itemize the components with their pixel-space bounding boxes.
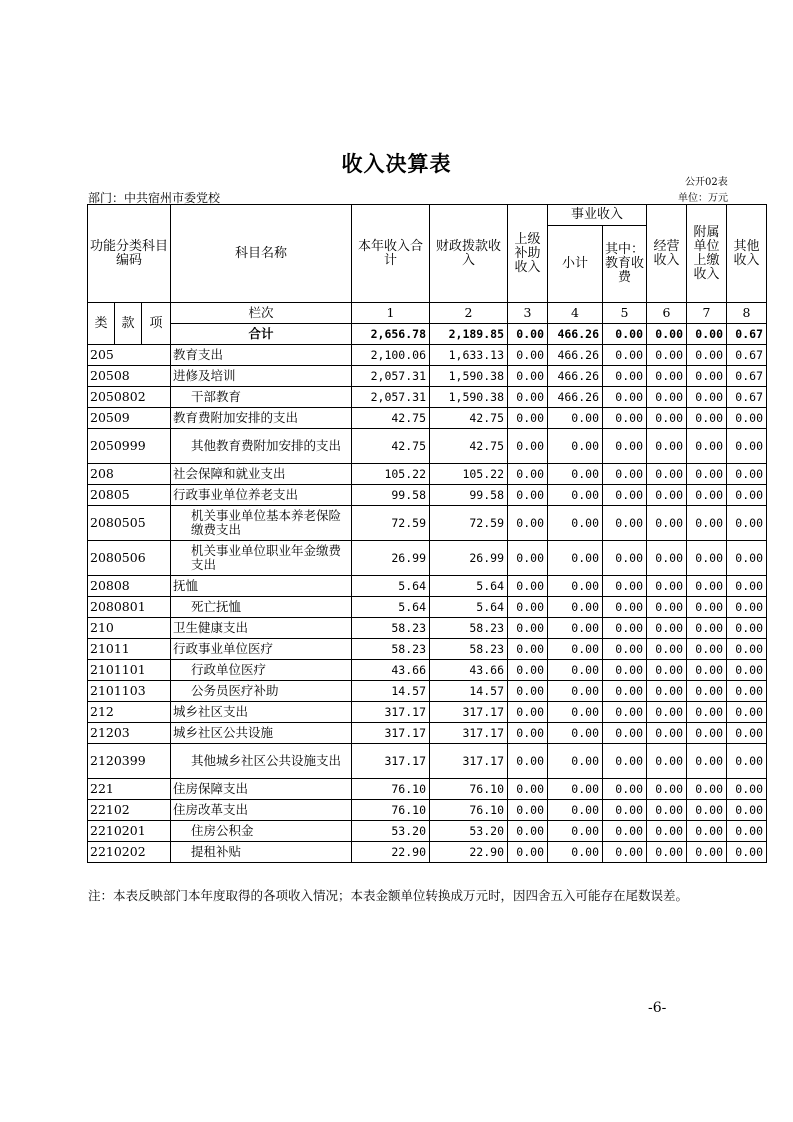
row-value-col3: 0.00 (508, 576, 548, 597)
row-value-col2: 72.59 (430, 506, 508, 541)
row-value-col5: 0.00 (603, 821, 647, 842)
row-value-col6: 0.00 (647, 408, 687, 429)
row-value-col5: 0.00 (603, 541, 647, 576)
header-lanci: 栏次 (171, 303, 352, 324)
row-subject-name: 行政事业单位医疗 (171, 639, 352, 660)
header-shiye: 事业收入 (548, 205, 647, 226)
row-value-col6: 0.00 (647, 681, 687, 702)
row-value-col5: 0.00 (603, 345, 647, 366)
row-value-col1: 2,100.06 (352, 345, 430, 366)
header-lei: 类 (88, 303, 115, 345)
row-value-col1: 317.17 (352, 744, 430, 779)
row-code: 2050802 (88, 387, 171, 408)
row-value-col2: 317.17 (430, 702, 508, 723)
row-value-col4: 0.00 (548, 723, 603, 744)
row-value-col1: 58.23 (352, 618, 430, 639)
row-value-col1: 14.57 (352, 681, 430, 702)
row-value-col4: 0.00 (548, 576, 603, 597)
row-value-col5: 0.00 (603, 723, 647, 744)
col-number-7: 7 (687, 303, 727, 324)
row-value-col8: 0.00 (727, 485, 767, 506)
row-subject-name: 教育支出 (171, 345, 352, 366)
total-value: 466.26 (548, 324, 603, 345)
row-value-col2: 99.58 (430, 485, 508, 506)
row-value-col6: 0.00 (647, 366, 687, 387)
row-value-col5: 0.00 (603, 576, 647, 597)
row-value-col6: 0.00 (647, 660, 687, 681)
col-number-5: 5 (603, 303, 647, 324)
row-value-col5: 0.00 (603, 842, 647, 863)
row-value-col5: 0.00 (603, 597, 647, 618)
row-value-col1: 5.64 (352, 597, 430, 618)
table-row (88, 485, 767, 506)
row-value-col2: 43.66 (430, 660, 508, 681)
row-subject-name: 社会保障和就业支出 (171, 464, 352, 485)
total-value: 0.00 (647, 324, 687, 345)
row-value-col5: 0.00 (603, 681, 647, 702)
total-label: 合计 (171, 324, 352, 345)
row-subject-name: 机关事业单位基本养老保险缴费支出 (171, 506, 352, 541)
row-value-col6: 0.00 (647, 576, 687, 597)
col-number-8: 8 (727, 303, 767, 324)
table-row (88, 387, 767, 408)
table-row (88, 660, 767, 681)
row-subject-name: 其他教育费附加安排的支出 (171, 429, 352, 464)
page-title: 收入决算表 (341, 151, 452, 176)
row-value-col1: 105.22 (352, 464, 430, 485)
row-code: 21011 (88, 639, 171, 660)
row-value-col7: 0.00 (687, 639, 727, 660)
row-code: 20509 (88, 408, 171, 429)
row-value-col5: 0.00 (603, 618, 647, 639)
row-value-col6: 0.00 (647, 779, 687, 800)
table-row (88, 408, 767, 429)
row-value-col5: 0.00 (603, 744, 647, 779)
row-value-col8: 0.00 (727, 702, 767, 723)
row-value-col7: 0.00 (687, 744, 727, 779)
row-value-col1: 76.10 (352, 779, 430, 800)
row-value-col3: 0.00 (508, 597, 548, 618)
row-code: 2080506 (88, 541, 171, 576)
total-value: 2,656.78 (352, 324, 430, 345)
row-value-col5: 0.00 (603, 702, 647, 723)
row-value-col8: 0.00 (727, 506, 767, 541)
row-value-col1: 99.58 (352, 485, 430, 506)
row-value-col7: 0.00 (687, 408, 727, 429)
row-value-col1: 43.66 (352, 660, 430, 681)
row-value-col6: 0.00 (647, 800, 687, 821)
table-row (88, 681, 767, 702)
row-code: 221 (88, 779, 171, 800)
row-subject-name: 住房保障支出 (171, 779, 352, 800)
row-value-col3: 0.00 (508, 408, 548, 429)
row-value-col3: 0.00 (508, 842, 548, 863)
col-number-4: 4 (548, 303, 603, 324)
row-value-col2: 5.64 (430, 576, 508, 597)
row-value-col3: 0.00 (508, 681, 548, 702)
row-value-col3: 0.00 (508, 702, 548, 723)
row-value-col3: 0.00 (508, 779, 548, 800)
row-subject-name: 机关事业单位职业年金缴费支出 (171, 541, 352, 576)
row-subject-name: 行政事业单位养老支出 (171, 485, 352, 506)
row-code: 210 (88, 618, 171, 639)
row-value-col3: 0.00 (508, 506, 548, 541)
row-code: 2101103 (88, 681, 171, 702)
row-value-col1: 2,057.31 (352, 387, 430, 408)
row-value-col4: 0.00 (548, 541, 603, 576)
table-row (88, 345, 767, 366)
row-value-col6: 0.00 (647, 387, 687, 408)
row-value-col8: 0.00 (727, 541, 767, 576)
table-row (88, 366, 767, 387)
row-value-col2: 1,633.13 (430, 345, 508, 366)
row-value-col7: 0.00 (687, 464, 727, 485)
row-code: 20805 (88, 485, 171, 506)
header-func-code: 功能分类科目编码 (88, 205, 171, 303)
row-value-col6: 0.00 (647, 485, 687, 506)
row-value-col6: 0.00 (647, 842, 687, 863)
row-value-col8: 0.00 (727, 576, 767, 597)
row-value-col3: 0.00 (508, 800, 548, 821)
row-value-col2: 1,590.38 (430, 366, 508, 387)
row-value-col4: 0.00 (548, 681, 603, 702)
row-value-col3: 0.00 (508, 345, 548, 366)
row-subject-name: 卫生健康支出 (171, 618, 352, 639)
table-row (88, 541, 767, 576)
row-value-col4: 0.00 (548, 618, 603, 639)
row-value-col1: 317.17 (352, 723, 430, 744)
header-xiang: 项 (142, 303, 171, 345)
row-value-col8: 0.00 (727, 744, 767, 779)
row-value-col5: 0.00 (603, 387, 647, 408)
row-value-col7: 0.00 (687, 842, 727, 863)
row-code: 2101101 (88, 660, 171, 681)
row-code: 21203 (88, 723, 171, 744)
row-value-col6: 0.00 (647, 639, 687, 660)
row-value-col1: 2,057.31 (352, 366, 430, 387)
row-value-col1: 76.10 (352, 800, 430, 821)
row-value-col3: 0.00 (508, 618, 548, 639)
row-subject-name: 城乡社区支出 (171, 702, 352, 723)
total-value: 0.00 (687, 324, 727, 345)
row-subject-name: 公务员医疗补助 (171, 681, 352, 702)
row-value-col7: 0.00 (687, 506, 727, 541)
total-value: 2,189.85 (430, 324, 508, 345)
row-value-col2: 42.75 (430, 408, 508, 429)
row-value-col4: 0.00 (548, 429, 603, 464)
row-value-col7: 0.00 (687, 660, 727, 681)
row-subject-name: 干部教育 (171, 387, 352, 408)
row-value-col7: 0.00 (687, 618, 727, 639)
row-value-col6: 0.00 (647, 723, 687, 744)
header-col6: 经营收入 (647, 205, 687, 303)
row-value-col2: 58.23 (430, 618, 508, 639)
header-kuan: 款 (115, 303, 142, 345)
row-value-col6: 0.00 (647, 541, 687, 576)
col-number-3: 3 (508, 303, 548, 324)
row-value-col2: 14.57 (430, 681, 508, 702)
row-value-col1: 26.99 (352, 541, 430, 576)
row-code: 2210202 (88, 842, 171, 863)
row-value-col4: 466.26 (548, 387, 603, 408)
table-row (88, 639, 767, 660)
row-value-col3: 0.00 (508, 639, 548, 660)
row-value-col8: 0.00 (727, 597, 767, 618)
row-value-col6: 0.00 (647, 702, 687, 723)
table-row (88, 842, 767, 863)
row-value-col3: 0.00 (508, 821, 548, 842)
row-value-col2: 317.17 (430, 723, 508, 744)
row-value-col4: 0.00 (548, 639, 603, 660)
row-code: 2080505 (88, 506, 171, 541)
row-value-col2: 58.23 (430, 639, 508, 660)
row-value-col4: 466.26 (548, 345, 603, 366)
row-value-col1: 42.75 (352, 408, 430, 429)
row-value-col8: 0.00 (727, 681, 767, 702)
table-row (88, 702, 767, 723)
row-subject-name: 城乡社区公共设施 (171, 723, 352, 744)
row-value-col2: 5.64 (430, 597, 508, 618)
row-value-col4: 0.00 (548, 408, 603, 429)
row-value-col4: 0.00 (548, 821, 603, 842)
row-code: 2050999 (88, 429, 171, 464)
row-value-col6: 0.00 (647, 506, 687, 541)
row-subject-name: 住房公积金 (171, 821, 352, 842)
row-value-col1: 5.64 (352, 576, 430, 597)
row-value-col6: 0.00 (647, 345, 687, 366)
row-value-col7: 0.00 (687, 800, 727, 821)
row-value-col5: 0.00 (603, 464, 647, 485)
row-value-col5: 0.00 (603, 506, 647, 541)
table-row (88, 821, 767, 842)
row-value-col8: 0.00 (727, 779, 767, 800)
header-col1: 本年收入合计 (352, 205, 430, 303)
row-value-col1: 58.23 (352, 639, 430, 660)
row-value-col2: 22.90 (430, 842, 508, 863)
row-value-col8: 0.00 (727, 464, 767, 485)
row-value-col5: 0.00 (603, 366, 647, 387)
table-row (88, 429, 767, 464)
row-value-col3: 0.00 (508, 429, 548, 464)
row-value-col4: 0.00 (548, 702, 603, 723)
row-value-col7: 0.00 (687, 681, 727, 702)
row-code: 22102 (88, 800, 171, 821)
row-value-col1: 53.20 (352, 821, 430, 842)
header-col2: 财政拨款收入 (430, 205, 508, 303)
row-value-col1: 72.59 (352, 506, 430, 541)
total-value: 0.00 (603, 324, 647, 345)
table-row (88, 779, 767, 800)
row-value-col8: 0.00 (727, 723, 767, 744)
row-subject-name: 进修及培训 (171, 366, 352, 387)
row-value-col7: 0.00 (687, 702, 727, 723)
row-value-col4: 0.00 (548, 744, 603, 779)
row-value-col5: 0.00 (603, 429, 647, 464)
row-value-col6: 0.00 (647, 597, 687, 618)
row-value-col8: 0.00 (727, 618, 767, 639)
row-value-col2: 76.10 (430, 800, 508, 821)
row-value-col7: 0.00 (687, 576, 727, 597)
header-subject-name: 科目名称 (171, 205, 352, 303)
row-value-col8: 0.67 (727, 345, 767, 366)
row-code: 2080801 (88, 597, 171, 618)
header-col8: 其他收入 (727, 205, 767, 303)
row-value-col4: 0.00 (548, 800, 603, 821)
row-value-col3: 0.00 (508, 660, 548, 681)
row-value-col5: 0.00 (603, 639, 647, 660)
row-value-col2: 317.17 (430, 744, 508, 779)
row-value-col2: 42.75 (430, 429, 508, 464)
row-code: 212 (88, 702, 171, 723)
row-subject-name: 教育费附加安排的支出 (171, 408, 352, 429)
row-value-col8: 0.00 (727, 660, 767, 681)
row-value-col6: 0.00 (647, 821, 687, 842)
row-value-col7: 0.00 (687, 723, 727, 744)
row-value-col5: 0.00 (603, 660, 647, 681)
row-value-col2: 1,590.38 (430, 387, 508, 408)
row-value-col8: 0.00 (727, 800, 767, 821)
table-row (88, 800, 767, 821)
row-value-col7: 0.00 (687, 541, 727, 576)
footnote: 注：本表反映部门本年度取得的各项收入情况；本表金额单位转换成万元时，因四舍五入可能存在尾数误差。 (88, 888, 689, 903)
row-value-col3: 0.00 (508, 387, 548, 408)
row-value-col3: 0.00 (508, 744, 548, 779)
unit-label: 单位：万元 (678, 193, 728, 204)
total-value: 0.00 (508, 324, 548, 345)
row-value-col2: 105.22 (430, 464, 508, 485)
row-value-col3: 0.00 (508, 485, 548, 506)
row-value-col6: 0.00 (647, 618, 687, 639)
row-value-col4: 0.00 (548, 506, 603, 541)
row-code: 208 (88, 464, 171, 485)
row-code: 205 (88, 345, 171, 366)
header-col4: 小计 (548, 226, 603, 303)
row-value-col3: 0.00 (508, 464, 548, 485)
row-code: 20808 (88, 576, 171, 597)
income-table (87, 204, 767, 863)
row-value-col1: 317.17 (352, 702, 430, 723)
table-row (88, 618, 767, 639)
row-value-col2: 53.20 (430, 821, 508, 842)
header-col7: 附属单位上缴收入 (687, 205, 727, 303)
header-col5: 其中：教育收费 (603, 226, 647, 303)
row-value-col4: 0.00 (548, 842, 603, 863)
row-value-col4: 0.00 (548, 660, 603, 681)
header-col3: 上级补助收入 (508, 205, 548, 303)
row-value-col2: 76.10 (430, 779, 508, 800)
row-value-col4: 0.00 (548, 597, 603, 618)
row-value-col6: 0.00 (647, 429, 687, 464)
table-row (88, 723, 767, 744)
row-value-col6: 0.00 (647, 744, 687, 779)
row-value-col7: 0.00 (687, 429, 727, 464)
row-value-col4: 0.00 (548, 464, 603, 485)
row-value-col3: 0.00 (508, 723, 548, 744)
row-value-col3: 0.00 (508, 541, 548, 576)
row-value-col8: 0.00 (727, 639, 767, 660)
row-value-col7: 0.00 (687, 779, 727, 800)
table-row (88, 464, 767, 485)
row-code: 2210201 (88, 821, 171, 842)
row-value-col7: 0.00 (687, 485, 727, 506)
row-subject-name: 死亡抚恤 (171, 597, 352, 618)
row-value-col7: 0.00 (687, 821, 727, 842)
row-value-col8: 0.67 (727, 366, 767, 387)
row-value-col5: 0.00 (603, 800, 647, 821)
col-number-2: 2 (430, 303, 508, 324)
row-code: 20508 (88, 366, 171, 387)
row-value-col5: 0.00 (603, 485, 647, 506)
row-value-col8: 0.00 (727, 821, 767, 842)
row-value-col3: 0.00 (508, 366, 548, 387)
row-value-col4: 466.26 (548, 366, 603, 387)
total-value: 0.67 (727, 324, 767, 345)
row-value-col1: 22.90 (352, 842, 430, 863)
table-row (88, 597, 767, 618)
row-value-col2: 26.99 (430, 541, 508, 576)
row-value-col7: 0.00 (687, 366, 727, 387)
row-value-col8: 0.00 (727, 429, 767, 464)
row-subject-name: 住房改革支出 (171, 800, 352, 821)
row-value-col5: 0.00 (603, 779, 647, 800)
row-value-col8: 0.67 (727, 387, 767, 408)
row-subject-name: 其他城乡社区公共设施支出 (171, 744, 352, 779)
col-number-1: 1 (352, 303, 430, 324)
row-value-col8: 0.00 (727, 842, 767, 863)
col-number-6: 6 (647, 303, 687, 324)
table-row (88, 576, 767, 597)
row-value-col4: 0.00 (548, 485, 603, 506)
department-label: 部门：中共宿州市委党校 (88, 191, 221, 205)
row-value-col6: 0.00 (647, 464, 687, 485)
row-value-col7: 0.00 (687, 597, 727, 618)
row-value-col1: 42.75 (352, 429, 430, 464)
page-number: -6- (648, 1000, 667, 1016)
row-value-col5: 0.00 (603, 408, 647, 429)
row-code: 2120399 (88, 744, 171, 779)
row-value-col7: 0.00 (687, 345, 727, 366)
table-row (88, 744, 767, 779)
row-value-col4: 0.00 (548, 779, 603, 800)
row-value-col7: 0.00 (687, 387, 727, 408)
row-value-col8: 0.00 (727, 408, 767, 429)
row-subject-name: 提租补贴 (171, 842, 352, 863)
row-subject-name: 抚恤 (171, 576, 352, 597)
table-row (88, 506, 767, 541)
form-number: 公开02表 (685, 177, 728, 188)
row-subject-name: 行政单位医疗 (171, 660, 352, 681)
total-row (88, 324, 767, 345)
